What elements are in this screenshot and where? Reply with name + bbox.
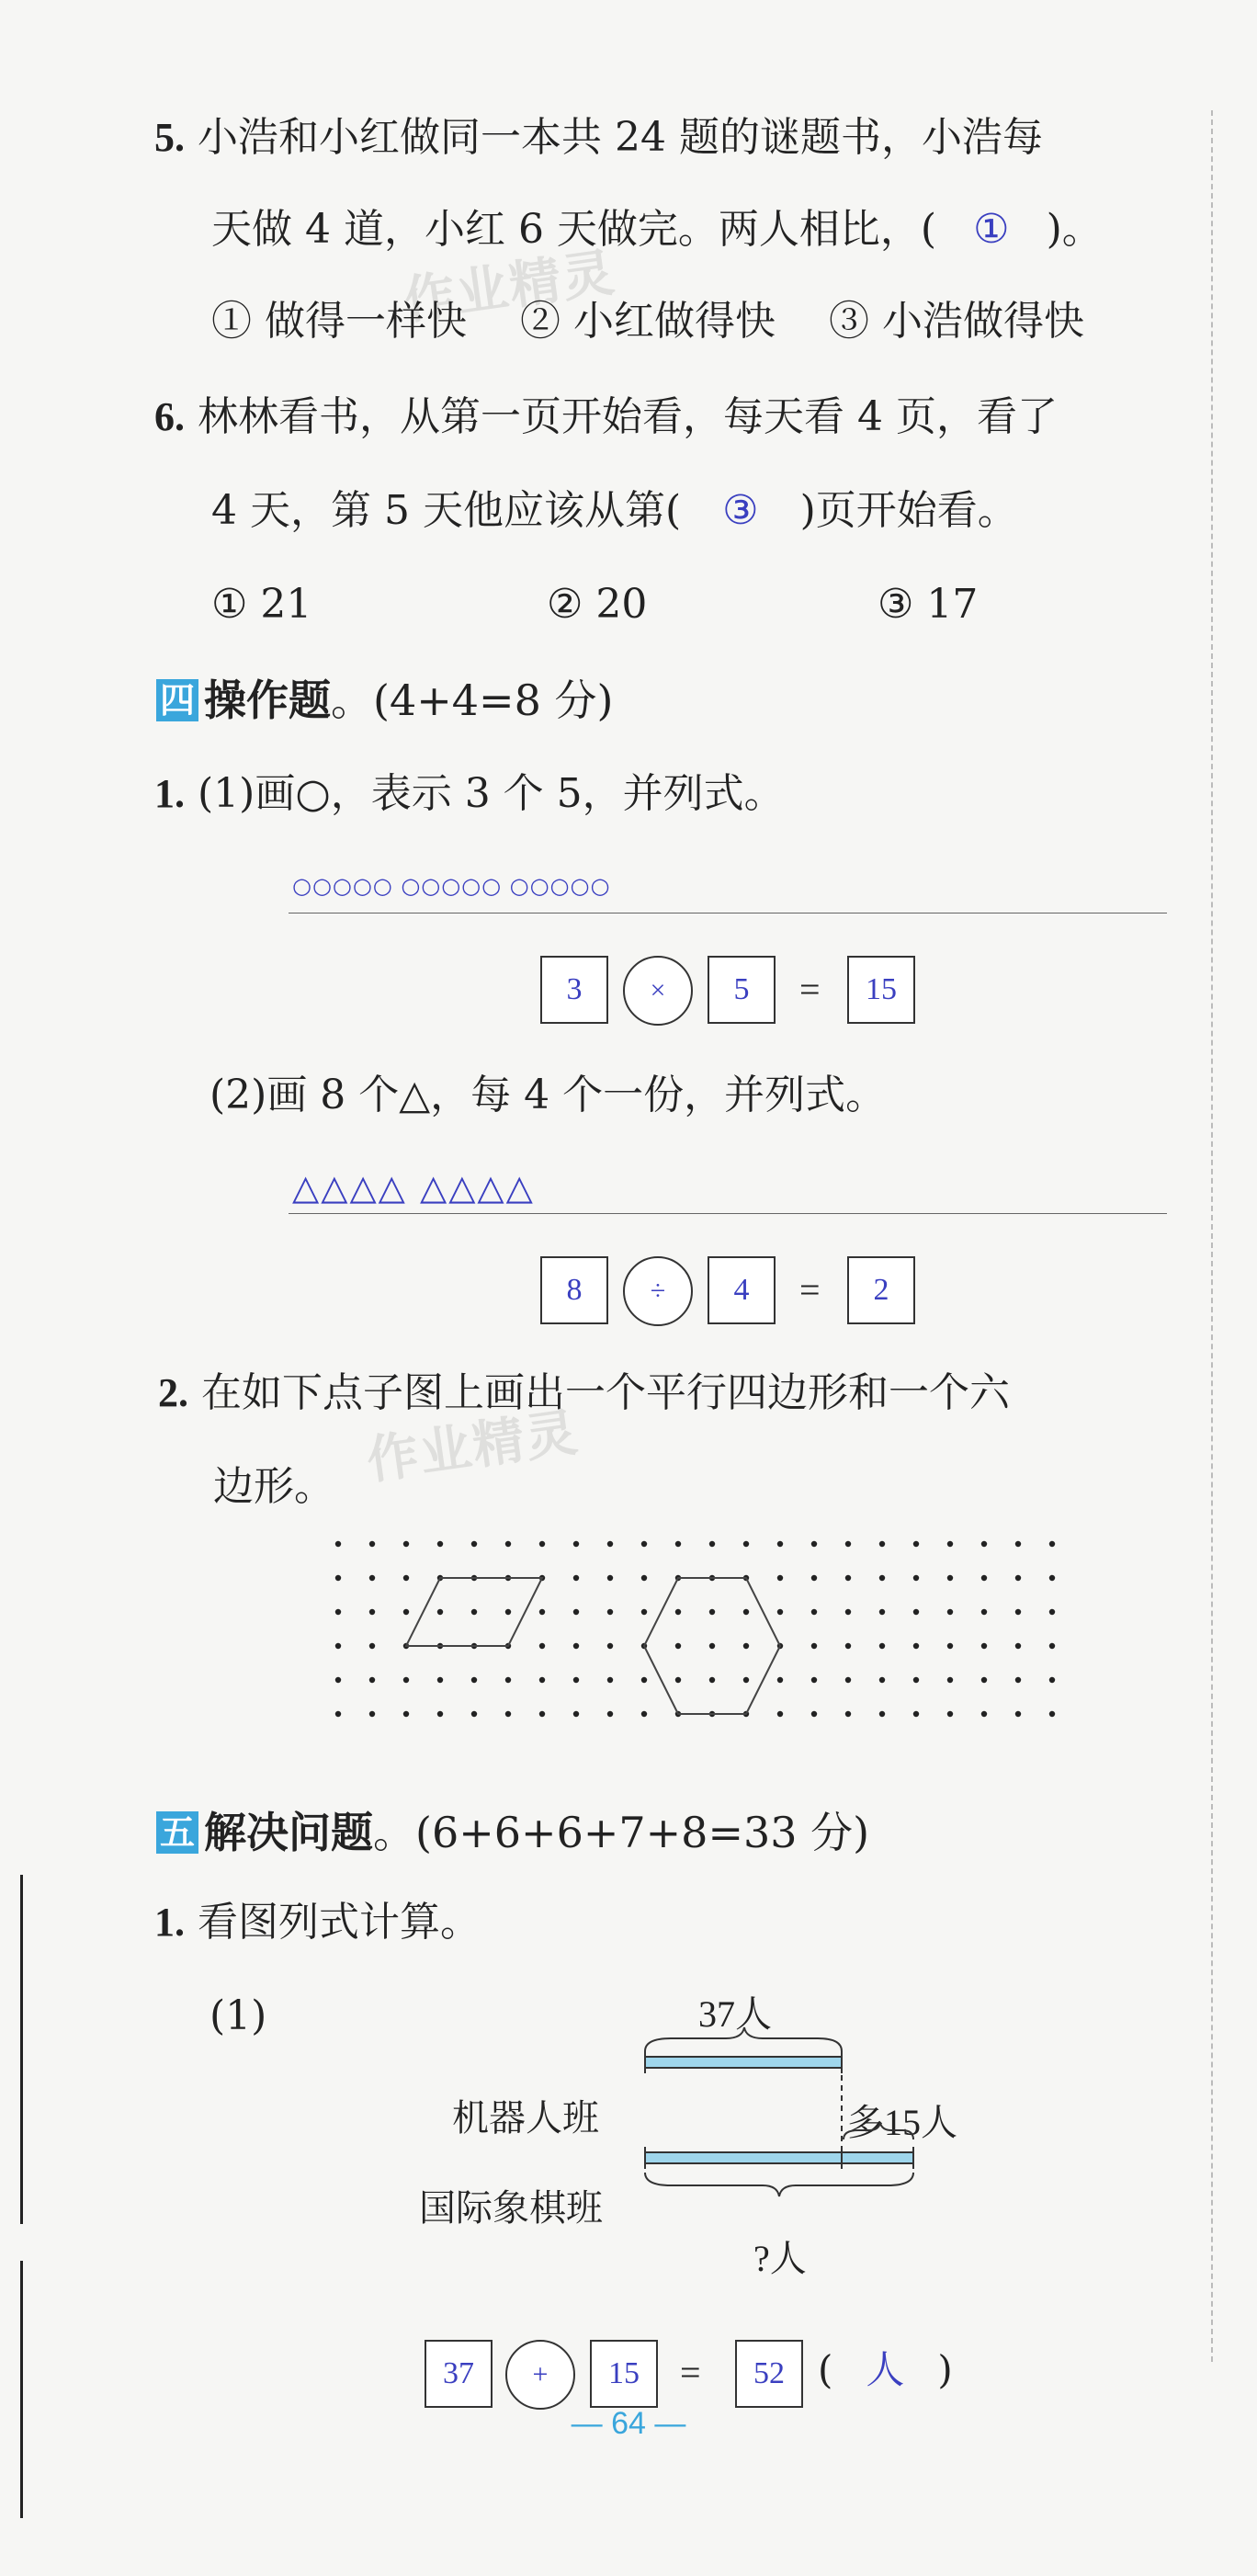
q6-text-pre: 4 天，第 5 天他应该从第(	[211, 487, 682, 534]
binding-edge	[20, 2261, 23, 2518]
grid-dot	[641, 1677, 647, 1683]
grid-dot	[335, 1711, 341, 1717]
grid-dot	[607, 1711, 613, 1717]
drawn-circles: ○○○○○ ○○○○○ ○○○○○	[292, 873, 611, 899]
grid-dot	[1049, 1677, 1055, 1683]
answer-box: 8	[540, 1256, 608, 1324]
grid-dot	[573, 1575, 579, 1581]
bar-robot	[645, 2057, 842, 2068]
grid-dot	[947, 1643, 953, 1649]
grid-dot	[403, 1677, 409, 1683]
grid-dot	[335, 1609, 341, 1615]
grid-dot	[505, 1711, 511, 1717]
grid-dot	[845, 1541, 851, 1547]
dot-grid	[312, 1535, 1066, 1774]
q6-line2	[211, 487, 1018, 534]
grid-dot	[675, 1609, 681, 1615]
grid-dot	[335, 1541, 341, 1547]
op2-number: 2.	[158, 1370, 188, 1415]
grid-dot	[981, 1541, 987, 1547]
grid-dot	[607, 1677, 613, 1683]
grid-dot	[743, 1677, 749, 1683]
grid-dot	[811, 1575, 817, 1581]
brace-bottom	[645, 2173, 913, 2196]
q6-option-2: ② 20	[547, 581, 648, 628]
grid-dot	[913, 1711, 919, 1717]
op1-part2-text: (2)画 8 个△，每 4 个一份，并列式。	[210, 1072, 887, 1118]
grid-dot	[1015, 1541, 1021, 1547]
brace-extra	[844, 2123, 913, 2139]
sp1-number: 1.	[154, 1900, 185, 1945]
answer-box: 2	[847, 1256, 915, 1324]
grid-dot	[539, 1541, 545, 1547]
answer-box: 15	[847, 956, 915, 1024]
brace-top	[645, 2027, 842, 2051]
grid-dot	[573, 1711, 579, 1717]
grid-dot	[981, 1609, 987, 1615]
grid-dot	[641, 1575, 647, 1581]
equals-sign: =	[799, 969, 821, 1010]
grid-dots	[335, 1541, 1055, 1717]
grid-dot	[947, 1541, 953, 1547]
grid-dot	[913, 1643, 919, 1649]
drawing-line	[289, 1213, 1167, 1214]
grid-dot	[743, 1609, 749, 1615]
grid-dot	[879, 1609, 885, 1615]
op2-text: 在如下点子图上画出一个平行四边形和一个六	[201, 1369, 1010, 1416]
q6-line1	[154, 393, 1058, 440]
unit-answer: 人	[866, 2350, 905, 2392]
grid-dot	[845, 1575, 851, 1581]
grid-dot	[403, 1575, 409, 1581]
watermark: 作业精灵	[363, 1402, 583, 1492]
q5-line1	[154, 114, 1043, 161]
section4-title: 操作题	[204, 675, 331, 725]
q5-text-post: )。	[1046, 206, 1103, 253]
grid-dot	[709, 1541, 715, 1547]
grid-dot	[641, 1711, 647, 1717]
grid-dot	[1015, 1575, 1021, 1581]
grid-dot	[539, 1643, 545, 1649]
grid-dot	[913, 1677, 919, 1683]
grid-dot	[1015, 1677, 1021, 1683]
grid-dot	[471, 1677, 477, 1683]
grid-dot	[1015, 1711, 1021, 1717]
grid-dot	[777, 1541, 783, 1547]
grid-dot	[369, 1677, 375, 1683]
grid-dot	[1049, 1711, 1055, 1717]
diagram-question-label: ?人	[753, 2238, 807, 2279]
grid-dot	[607, 1609, 613, 1615]
q5-number: 5.	[154, 115, 185, 160]
grid-dot	[607, 1541, 613, 1547]
grid-dot	[709, 1609, 715, 1615]
q5-line2	[211, 206, 1103, 253]
diagram-more-label: 多15人	[847, 2102, 957, 2143]
answer-box: 3	[540, 956, 608, 1024]
grid-dot	[811, 1643, 817, 1649]
grid-dot	[335, 1643, 341, 1649]
answer-box: 4	[708, 1256, 776, 1324]
grid-dot	[675, 1541, 681, 1547]
grid-dot	[981, 1643, 987, 1649]
answer-box: 5	[708, 956, 776, 1024]
cut-line	[1211, 110, 1213, 2362]
grid-dot	[1049, 1541, 1055, 1547]
unit-open: (	[818, 2347, 833, 2392]
grid-dot	[913, 1609, 919, 1615]
grid-dot	[811, 1711, 817, 1717]
grid-dot	[471, 1711, 477, 1717]
equals-sign: =	[799, 1269, 821, 1311]
grid-dot	[505, 1541, 511, 1547]
grid-dot	[539, 1677, 545, 1683]
section5-title: 解决问题	[204, 1808, 373, 1857]
op1-part1-text: (1)画○，表示 3 个 5，并列式。	[198, 770, 785, 817]
binding-edge	[20, 1875, 23, 2224]
grid-dot	[505, 1609, 511, 1615]
grid-dot	[369, 1609, 375, 1615]
grid-dot	[981, 1677, 987, 1683]
diagram-row2-label: 国际象棋班	[419, 2187, 603, 2230]
grid-dot	[913, 1541, 919, 1547]
grid-dot	[743, 1541, 749, 1547]
grid-dot	[947, 1711, 953, 1717]
grid-dot	[369, 1643, 375, 1649]
grid-dot	[777, 1609, 783, 1615]
bar-chess	[645, 2152, 913, 2163]
grid-dot	[403, 1541, 409, 1547]
section5-heading	[156, 1808, 870, 1857]
grid-dot	[1015, 1643, 1021, 1649]
drawing-line	[289, 913, 1167, 914]
grid-dot	[845, 1643, 851, 1649]
grid-dot	[607, 1575, 613, 1581]
grid-dot	[369, 1711, 375, 1717]
answer-box: 37	[425, 2340, 493, 2408]
section5-badge: 五	[156, 1811, 198, 1854]
grid-dot	[811, 1541, 817, 1547]
grid-dot	[1049, 1643, 1055, 1649]
section4-badge: 四	[156, 679, 198, 721]
op1-number: 1.	[154, 771, 185, 816]
grid-dot	[539, 1609, 545, 1615]
watermark: 作业精灵	[400, 243, 620, 332]
op2-line2: 边形。	[213, 1463, 334, 1510]
grid-dot	[403, 1609, 409, 1615]
grid-dot	[947, 1575, 953, 1581]
op1-part1-line	[154, 770, 785, 817]
q5-option-1: ① 做得一样快	[211, 298, 467, 345]
line-segment-diagram	[634, 2022, 937, 2252]
grid-dot	[369, 1541, 375, 1547]
grid-dot	[743, 1643, 749, 1649]
operator-circle: +	[505, 2340, 575, 2410]
section4-points: 。(4+4=8 分)	[331, 675, 614, 725]
grid-dot	[1015, 1609, 1021, 1615]
grid-dot	[369, 1575, 375, 1581]
drawn-triangles: △△△△ △△△△	[292, 1167, 535, 1208]
grid-dot	[709, 1677, 715, 1683]
grid-dot	[437, 1541, 443, 1547]
sp1-line	[154, 1899, 481, 1946]
grid-dot	[1049, 1609, 1055, 1615]
grid-dot	[471, 1541, 477, 1547]
grid-dot	[981, 1711, 987, 1717]
grid-dot	[437, 1609, 443, 1615]
q5-option-2: ② 小红做得快	[520, 298, 776, 345]
q5-answer: ①	[973, 207, 1010, 252]
operator-circle: ×	[623, 956, 693, 1026]
grid-dot	[539, 1711, 545, 1717]
grid-dot	[879, 1711, 885, 1717]
grid-dot	[573, 1677, 579, 1683]
grid-dot	[913, 1575, 919, 1581]
grid-dot	[947, 1609, 953, 1615]
grid-dot	[811, 1677, 817, 1683]
grid-dot	[573, 1643, 579, 1649]
grid-dot	[811, 1609, 817, 1615]
grid-dot	[879, 1677, 885, 1683]
q5-options	[211, 298, 1084, 345]
grid-dot	[777, 1677, 783, 1683]
q6-text-post: )页开始看。	[799, 487, 1018, 534]
grid-dot	[947, 1677, 953, 1683]
unit-close: )	[937, 2347, 953, 2392]
grid-dot	[335, 1677, 341, 1683]
grid-dot	[709, 1643, 715, 1649]
grid-dot	[777, 1711, 783, 1717]
sp1-text: 看图列式计算。	[198, 1899, 481, 1946]
grid-dot	[675, 1643, 681, 1649]
grid-dot	[471, 1609, 477, 1615]
grid-dot	[403, 1711, 409, 1717]
op2-line1	[158, 1369, 1010, 1416]
grid-dot	[573, 1541, 579, 1547]
grid-dot	[879, 1575, 885, 1581]
grid-dot	[335, 1575, 341, 1581]
q6-answer: ③	[722, 488, 759, 533]
q5-text: 小浩和小红做同一本共 24 题的谜题书，小浩每	[198, 114, 1043, 161]
section5-points: 。(6+6+6+7+8=33 分)	[373, 1808, 870, 1857]
q5-text-pre: 天做 4 道，小红 6 天做完。两人相比，(	[211, 206, 937, 253]
grid-dot	[437, 1677, 443, 1683]
grid-dot	[641, 1541, 647, 1547]
grid-dot	[981, 1575, 987, 1581]
q5-option-3: ③ 小浩做得快	[829, 298, 1084, 345]
diagram-row1-label: 机器人班	[452, 2097, 599, 2139]
grid-dot	[573, 1609, 579, 1615]
grid-dot	[1049, 1575, 1055, 1581]
q6-option-3: ③ 17	[878, 581, 979, 628]
grid-dot	[437, 1711, 443, 1717]
grid-dot	[675, 1677, 681, 1683]
grid-dot	[845, 1609, 851, 1615]
section4-heading	[156, 675, 614, 725]
grid-dot	[879, 1541, 885, 1547]
diagram-top-label: 37人	[698, 1993, 772, 2035]
grid-dot	[845, 1711, 851, 1717]
equals-sign: =	[680, 2352, 701, 2393]
answer-box: 52	[735, 2340, 803, 2408]
page-number: — 64 —	[571, 2406, 686, 2441]
q6-option-1: ① 21	[211, 581, 312, 628]
operator-circle: ÷	[623, 1256, 693, 1326]
q6-text: 林林看书，从第一页开始看，每天看 4 页，看了	[198, 393, 1058, 440]
answer-box: 15	[590, 2340, 658, 2408]
grid-dot	[607, 1643, 613, 1649]
grid-dot	[505, 1677, 511, 1683]
grid-dot	[879, 1643, 885, 1649]
grid-dot	[845, 1677, 851, 1683]
grid-dot	[641, 1609, 647, 1615]
sp1-part-label: (1)	[210, 1992, 267, 2039]
unit-paren	[818, 2347, 953, 2392]
grid-dot	[777, 1575, 783, 1581]
q6-number: 6.	[154, 394, 185, 439]
